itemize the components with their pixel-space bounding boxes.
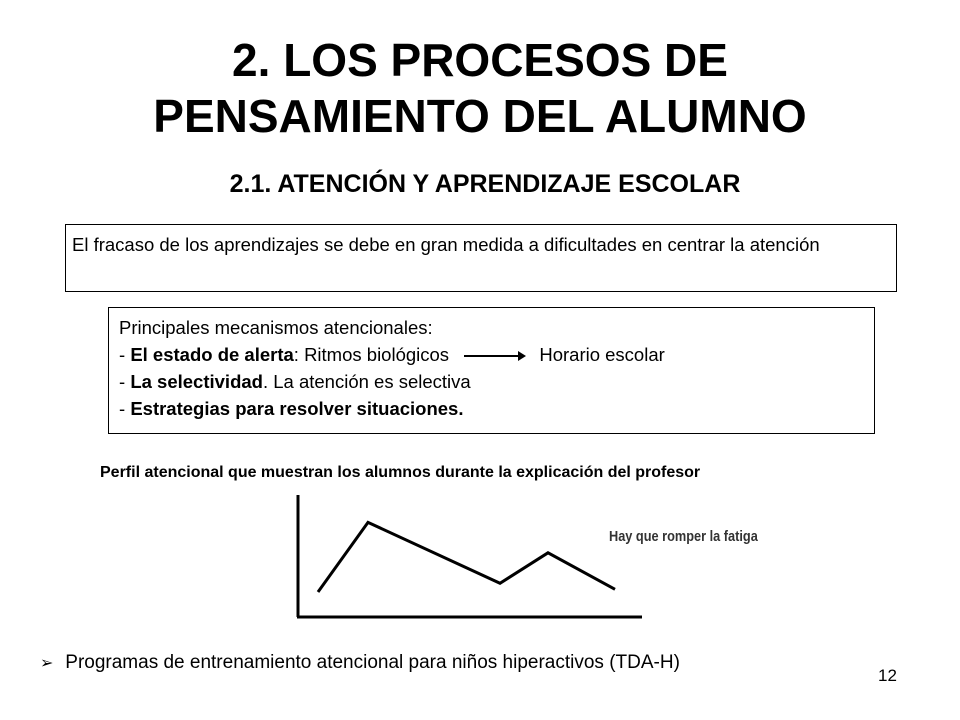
mechanism-term: La selectividad bbox=[130, 371, 263, 392]
mechanism-term: El estado de alerta bbox=[130, 344, 294, 365]
mechanism-item-alerta bbox=[119, 341, 864, 368]
mechanism-prefix: - bbox=[119, 371, 131, 392]
bullet-item bbox=[40, 650, 680, 677]
arrow-bullet-icon: ➢ bbox=[40, 655, 54, 672]
slide-title bbox=[0, 32, 960, 144]
bullet-text: Programas de entrenamiento atencional para niños hiperactivos (TDA-H) bbox=[65, 652, 680, 673]
mechanisms-heading: Principales mecanismos atencionales: bbox=[119, 317, 433, 338]
mechanisms-box bbox=[108, 307, 875, 434]
chart-annotation: Hay que romper la fatiga bbox=[609, 528, 758, 545]
title-line-1: 2. LOS PROCESOS DE bbox=[232, 34, 728, 86]
slide-subtitle: 2.1. ATENCIÓN Y APRENDIZAJE ESCOLAR bbox=[229, 170, 741, 198]
mechanism-prefix: - bbox=[119, 344, 131, 365]
mechanism-item-selectividad bbox=[119, 368, 864, 395]
mechanism-prefix: - bbox=[119, 398, 131, 419]
mechanism-description: : Ritmos biológicos bbox=[293, 344, 450, 365]
mechanism-item-estrategias bbox=[119, 395, 864, 422]
attention-series-line bbox=[318, 522, 615, 592]
page-number: 12 bbox=[878, 666, 897, 685]
right-arrow-icon bbox=[464, 351, 526, 361]
chart-caption: Perfil atencional que muestran los alumnos durante la explicación del profesor bbox=[100, 464, 701, 481]
intro-text-box bbox=[65, 224, 897, 292]
mechanism-arrow-target: Horario escolar bbox=[539, 344, 665, 365]
chart-series-group bbox=[318, 522, 615, 592]
intro-text: El fracaso de los aprendizajes se debe en gran medida a dificultades en centrar la atención bbox=[72, 234, 820, 255]
mechanism-term: Estrategias para resolver situaciones. bbox=[130, 398, 464, 419]
title-line-2: PENSAMIENTO DEL ALUMNO bbox=[153, 90, 807, 142]
mechanism-description: . La atención es selectiva bbox=[262, 371, 471, 392]
attention-profile-chart bbox=[280, 490, 660, 625]
